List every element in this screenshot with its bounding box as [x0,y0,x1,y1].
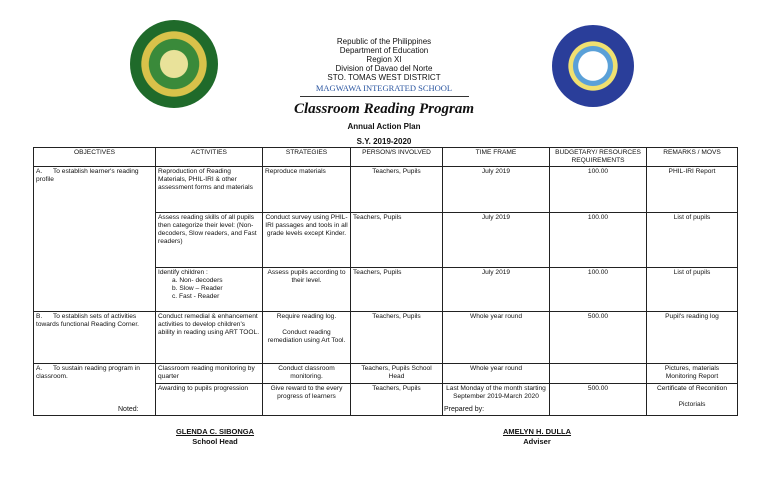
strategy-cell: Conduct classroom monitoring. [263,364,351,384]
school-year: S.Y. 2019-2020 [356,137,412,146]
activity-cell: Assess reading skills of all pupils then categorize their level: (Non-decoders, Slow readers, and Fast readers) [156,213,263,268]
budget-cell [550,364,647,384]
activity-cell: Awarding to pupils progression [156,384,263,416]
objective-text: To establish learner's reading profile [36,168,139,183]
time-frame-cell: Last Monday of the month starting September 2019-March 2020 [443,384,550,416]
persons-cell: Teachers, Pupils [351,384,443,416]
time-frame-cell: July 2019 [443,268,550,312]
time-frame-cell: July 2019 [443,213,550,268]
header-school-name: MAGWAWA INTEGRATED SCHOOL [315,83,453,93]
remarks-cell [647,384,738,416]
action-plan-table [33,147,738,416]
remarks-cell: List of pupils [647,213,738,268]
page-subtitle: Annual Action Plan [347,122,421,131]
noted-label: Noted: [118,406,139,413]
objective-number: B. [36,313,43,320]
objective-text: To sustain reading program in classroom. [36,365,140,380]
objective-cell [34,167,156,312]
adviser-name: AMELYN H. DULLA [502,427,572,436]
table-row [34,364,738,384]
adviser-role: Adviser [523,437,551,446]
header-line-region: Region XI [366,55,402,64]
time-frame-cell: Whole year round [443,312,550,364]
activity-cell: Conduct remedial & enhancement activities to develop children's ability in reading using ART TOOL. [156,312,263,364]
header-line-republic: Republic of the Philippines [336,37,432,46]
division-seal-icon [130,20,218,108]
table-row [34,167,738,213]
strategy-line: Require reading log. [276,313,337,320]
remarks-cell: Pupil's reading log [647,312,738,364]
strategy-cell: Assess pupils according to their level. [263,268,351,312]
column-header-remarks: REMARKS / MOVS [647,148,738,167]
persons-cell: Teachers, Pupils [351,312,443,364]
column-header-time-frame: TIME FRAME [443,148,550,167]
header-line-deped: Department of Education [339,46,429,55]
header-line-division: Division of Davao del Norte [335,64,433,73]
objective-cell [34,312,156,364]
activity-list-item: b. Slow – Reader [172,285,223,292]
time-frame-cell: Whole year round [443,364,550,384]
remarks-cell: List of pupils [647,268,738,312]
time-frame-cell: July 2019 [443,167,550,213]
remarks-line: Certificate of Reconition [656,385,727,392]
school-head-role: School Head [192,437,238,446]
column-header-budget: BUDGETARY/ RESOURCES REQUIREMENTS [550,148,647,167]
activity-cell: Reproduction of Reading Materials, PHIL-IRI & other assessment forms and materials [156,167,263,213]
header-divider [300,96,469,97]
remarks-cell: Pictures, materials Monitoring Report [647,364,738,384]
activity-cell: Classroom reading monitoring by quarter [156,364,263,384]
activity-list-item: a. Non- decoders [172,277,223,284]
persons-cell: Teachers, Pupils [351,268,443,312]
persons-cell: Teachers, Pupils School Head [351,364,443,384]
strategy-cell: Give reward to the every progress of learners [263,384,351,416]
budget-cell: 100.00 [550,213,647,268]
column-header-activities: ACTIVITIES [156,148,263,167]
objective-text: To establish sets of activities towards functional Reading Corner. [36,313,139,328]
activity-list-item: c. Fast - Reader [172,293,220,300]
remarks-line: Pictorials [678,401,706,408]
strategy-cell: Conduct survey using PHIL-IRI passages and tools in all grade levels except Kinder. [263,213,351,268]
strategy-cell [263,312,351,364]
budget-cell: 100.00 [550,167,647,213]
persons-cell: Teachers, Pupils [351,213,443,268]
prepared-by-label: Prepared by: [444,406,485,413]
column-header-persons: PERSON/S INVOLVED [351,148,443,167]
persons-cell: Teachers, Pupils [351,167,443,213]
table-header-row [34,148,738,167]
strategy-line: Conduct reading remediation using Art Tool. [267,329,346,344]
activity-intro: Identify children : [158,269,208,276]
budget-cell: 500.00 [550,312,647,364]
objective-number: A. [36,168,43,175]
column-header-strategies: STRATEGIES [263,148,351,167]
strategy-cell: Reproduce materials [263,167,351,213]
table-row [34,312,738,364]
page-title: Classroom Reading Program [293,101,475,117]
budget-cell: 100.00 [550,268,647,312]
budget-cell: 500.00 [550,384,647,416]
activity-cell [156,268,263,312]
school-head-name: GLENDA C. SIBONGA [175,427,255,436]
objective-number: A. [36,365,43,372]
column-header-objectives: OBJECTIVES [34,148,156,167]
remarks-cell: PHIL-IRI Report [647,167,738,213]
header-line-district: STO. TOMAS WEST DISTRICT [327,73,441,82]
